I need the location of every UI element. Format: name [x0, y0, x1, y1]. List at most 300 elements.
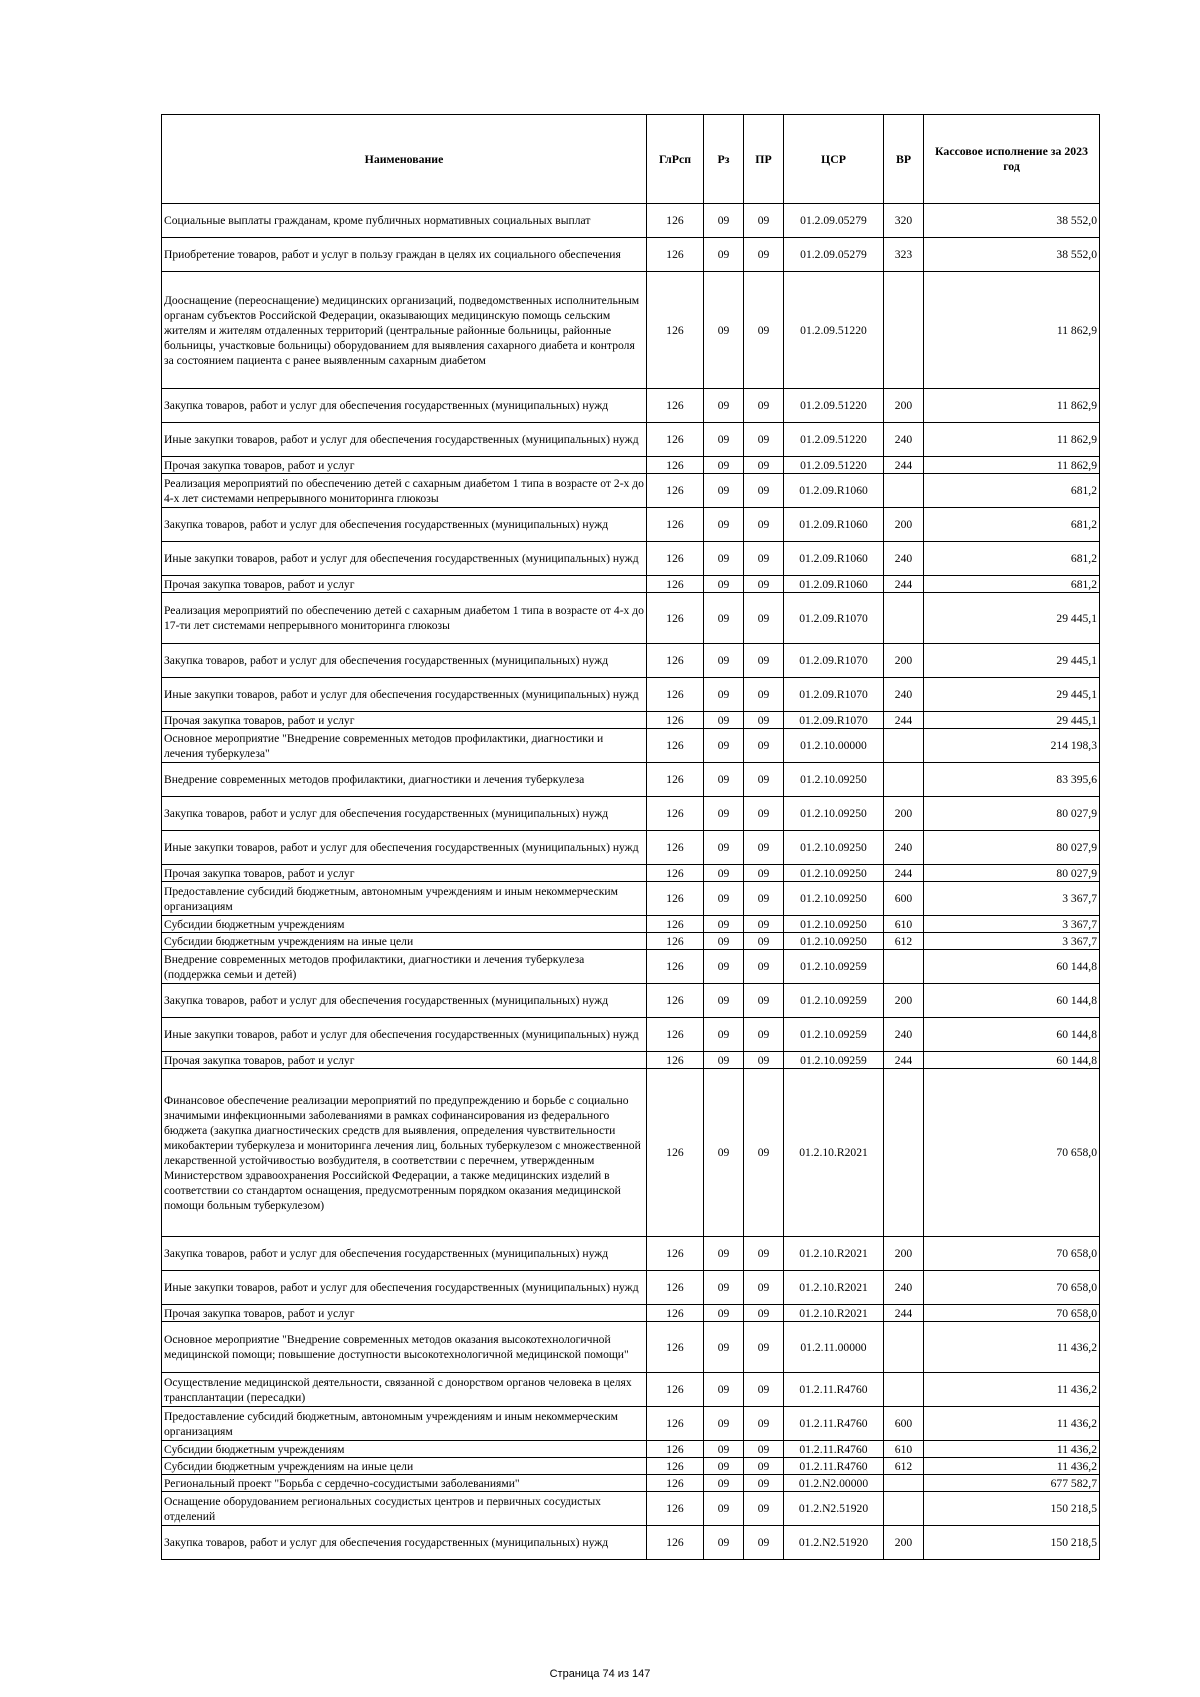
cell-vr: 612: [884, 1458, 924, 1475]
cell-vr: [884, 1492, 924, 1526]
table-row: [162, 457, 1100, 474]
cell-name: Закупка товаров, работ и услуг для обеспечения государственных (муниципальных) нужд: [162, 1526, 647, 1560]
cell-csr: 01.2.10.R2021: [784, 1237, 884, 1271]
cell-pr: 09: [744, 950, 784, 984]
cell-csr: 01.2.10.09250: [784, 831, 884, 865]
table-row: [162, 238, 1100, 272]
cell-name: Прочая закупка товаров, работ и услуг: [162, 576, 647, 593]
cell-rz: 09: [704, 474, 744, 508]
cell-pr: 09: [744, 1052, 784, 1069]
cell-rz: 09: [704, 1407, 744, 1441]
cell-amount: 60 144,8: [924, 950, 1100, 984]
cell-glrsp: 126: [647, 933, 704, 950]
table-row: [162, 763, 1100, 797]
cell-name: Основное мероприятие "Внедрение современных методов оказания высокотехнологичной медицинской помощи; повышение доступности высокотехнологичной медицинской помощи": [162, 1322, 647, 1373]
cell-amount: 70 658,0: [924, 1305, 1100, 1322]
cell-amount: 11 436,2: [924, 1373, 1100, 1407]
cell-rz: 09: [704, 1052, 744, 1069]
cell-rz: 09: [704, 797, 744, 831]
cell-vr: 600: [884, 882, 924, 916]
cell-pr: 09: [744, 1458, 784, 1475]
cell-vr: 240: [884, 423, 924, 457]
cell-name: Финансовое обеспечение реализации мероприятий по предупреждению и борьбе с социально значимыми инфекционными заболеваниями в рамках софинансирования из федерального бюджета (закупка диагностических средств для выявления, определения чувствительности микобактерии туберкулеза и мониторинга лечения лиц, больных туберкулезом с множественной лекарственной устойчивостью возбудителя, в соответствии с перечнем, утвержденным Министерством здравоохранения Российской Федерации, а также медицинских изделий в соответствии со стандартом оснащения, предусмотренным порядком оказания медицинской помощи больным туберкулезом): [162, 1069, 647, 1237]
cell-name: Иные закупки товаров, работ и услуг для обеспечения государственных (муниципальных) нужд: [162, 1271, 647, 1305]
cell-vr: 200: [884, 1526, 924, 1560]
cell-glrsp: 126: [647, 389, 704, 423]
cell-csr: 01.2.11.R4760: [784, 1441, 884, 1458]
cell-glrsp: 126: [647, 1018, 704, 1052]
cell-rz: 09: [704, 916, 744, 933]
cell-rz: 09: [704, 1237, 744, 1271]
cell-name: Реализация мероприятий по обеспечению детей с сахарным диабетом 1 типа в возрасте от 4-х до 17-ти лет системами непрерывного мониторинга глюкозы: [162, 593, 647, 644]
cell-glrsp: 126: [647, 797, 704, 831]
cell-pr: 09: [744, 1322, 784, 1373]
cell-pr: 09: [744, 831, 784, 865]
table-row: [162, 984, 1100, 1018]
cell-rz: 09: [704, 272, 744, 389]
cell-glrsp: 126: [647, 423, 704, 457]
cell-glrsp: 126: [647, 1069, 704, 1237]
cell-rz: 09: [704, 593, 744, 644]
cell-name: Основное мероприятие "Внедрение современных методов профилактики, диагностики и лечения туберкулеза": [162, 729, 647, 763]
cell-glrsp: 126: [647, 542, 704, 576]
cell-glrsp: 126: [647, 644, 704, 678]
cell-pr: 09: [744, 1441, 784, 1458]
cell-name: Иные закупки товаров, работ и услуг для обеспечения государственных (муниципальных) нужд: [162, 423, 647, 457]
cell-amount: 681,2: [924, 474, 1100, 508]
cell-csr: 01.2.09.R1060: [784, 474, 884, 508]
cell-csr: 01.2.09.R1070: [784, 593, 884, 644]
cell-glrsp: 126: [647, 865, 704, 882]
table-row: [162, 1271, 1100, 1305]
table-row: [162, 1322, 1100, 1373]
cell-csr: 01.2.09.R1070: [784, 644, 884, 678]
cell-name: Приобретение товаров, работ и услуг в пользу граждан в целях их социального обеспечения: [162, 238, 647, 272]
table-row: [162, 916, 1100, 933]
cell-vr: 610: [884, 1441, 924, 1458]
cell-name: Субсидии бюджетным учреждениям: [162, 916, 647, 933]
cell-vr: 240: [884, 542, 924, 576]
cell-pr: 09: [744, 1407, 784, 1441]
cell-vr: 200: [884, 1237, 924, 1271]
cell-vr: [884, 1475, 924, 1492]
cell-csr: 01.2.10.09250: [784, 933, 884, 950]
cell-csr: 01.2.N2.51920: [784, 1526, 884, 1560]
header-glrsp: ГлРсп: [647, 115, 704, 204]
cell-pr: 09: [744, 457, 784, 474]
cell-name: Оснащение оборудованием региональных сосудистых центров и первичных сосудистых отделений: [162, 1492, 647, 1526]
cell-glrsp: 126: [647, 238, 704, 272]
cell-rz: 09: [704, 508, 744, 542]
table-row: [162, 644, 1100, 678]
cell-amount: 214 198,3: [924, 729, 1100, 763]
cell-name: Субсидии бюджетным учреждениям на иные цели: [162, 933, 647, 950]
header-csr: ЦСР: [784, 115, 884, 204]
cell-name: Предоставление субсидий бюджетным, автономным учреждениям и иным некоммерческим организациям: [162, 882, 647, 916]
cell-glrsp: 126: [647, 593, 704, 644]
cell-pr: 09: [744, 916, 784, 933]
cell-pr: 09: [744, 933, 784, 950]
cell-csr: 01.2.10.09250: [784, 865, 884, 882]
table-row: [162, 1492, 1100, 1526]
cell-csr: 01.2.09.R1070: [784, 678, 884, 712]
cell-csr: 01.2.09.51220: [784, 457, 884, 474]
cell-rz: 09: [704, 763, 744, 797]
cell-name: Предоставление субсидий бюджетным, автономным учреждениям и иным некоммерческим организациям: [162, 1407, 647, 1441]
cell-amount: 80 027,9: [924, 865, 1100, 882]
cell-pr: 09: [744, 1475, 784, 1492]
cell-pr: 09: [744, 1271, 784, 1305]
cell-rz: 09: [704, 831, 744, 865]
cell-glrsp: 126: [647, 729, 704, 763]
cell-amount: 29 445,1: [924, 644, 1100, 678]
table-row: [162, 950, 1100, 984]
cell-csr: 01.2.10.09259: [784, 1052, 884, 1069]
table-row: [162, 797, 1100, 831]
table-row: [162, 576, 1100, 593]
cell-glrsp: 126: [647, 1475, 704, 1492]
cell-amount: 3 367,7: [924, 916, 1100, 933]
cell-csr: 01.2.10.09250: [784, 882, 884, 916]
cell-rz: 09: [704, 678, 744, 712]
cell-rz: 09: [704, 423, 744, 457]
cell-glrsp: 126: [647, 1441, 704, 1458]
cell-pr: 09: [744, 542, 784, 576]
cell-amount: 681,2: [924, 508, 1100, 542]
cell-vr: [884, 272, 924, 389]
table-row: [162, 712, 1100, 729]
cell-amount: 70 658,0: [924, 1237, 1100, 1271]
cell-glrsp: 126: [647, 984, 704, 1018]
cell-glrsp: 126: [647, 1492, 704, 1526]
cell-pr: 09: [744, 272, 784, 389]
table-row: [162, 272, 1100, 389]
cell-glrsp: 126: [647, 1237, 704, 1271]
cell-glrsp: 126: [647, 950, 704, 984]
table-row: [162, 1441, 1100, 1458]
table-row: [162, 1237, 1100, 1271]
cell-name: Иные закупки товаров, работ и услуг для обеспечения государственных (муниципальных) нужд: [162, 678, 647, 712]
cell-pr: 09: [744, 1069, 784, 1237]
cell-rz: 09: [704, 576, 744, 593]
cell-csr: 01.2.N2.00000: [784, 1475, 884, 1492]
cell-amount: 60 144,8: [924, 1018, 1100, 1052]
table-row: [162, 1373, 1100, 1407]
cell-rz: 09: [704, 1305, 744, 1322]
cell-glrsp: 126: [647, 712, 704, 729]
cell-csr: 01.2.10.R2021: [784, 1069, 884, 1237]
cell-glrsp: 126: [647, 678, 704, 712]
cell-pr: 09: [744, 1526, 784, 1560]
cell-vr: 244: [884, 457, 924, 474]
cell-name: Субсидии бюджетным учреждениям: [162, 1441, 647, 1458]
cell-rz: 09: [704, 1271, 744, 1305]
table-row: [162, 1305, 1100, 1322]
cell-vr: [884, 1069, 924, 1237]
cell-pr: 09: [744, 1492, 784, 1526]
cell-amount: 11 436,2: [924, 1407, 1100, 1441]
cell-rz: 09: [704, 389, 744, 423]
cell-name: Прочая закупка товаров, работ и услуг: [162, 1052, 647, 1069]
cell-amount: 677 582,7: [924, 1475, 1100, 1492]
cell-rz: 09: [704, 542, 744, 576]
cell-name: Прочая закупка товаров, работ и услуг: [162, 1305, 647, 1322]
header-pr: ПР: [744, 115, 784, 204]
cell-name: Региональный проект "Борьба с сердечно-сосудистыми заболеваниями": [162, 1475, 647, 1492]
cell-pr: 09: [744, 712, 784, 729]
cell-rz: 09: [704, 457, 744, 474]
table-row: [162, 1458, 1100, 1475]
cell-glrsp: 126: [647, 1373, 704, 1407]
cell-amount: 29 445,1: [924, 593, 1100, 644]
cell-name: Внедрение современных методов профилактики, диагностики и лечения туберкулеза: [162, 763, 647, 797]
cell-glrsp: 126: [647, 1305, 704, 1322]
cell-csr: 01.2.10.09250: [784, 916, 884, 933]
cell-rz: 09: [704, 1441, 744, 1458]
table-row: [162, 831, 1100, 865]
header-row: [162, 115, 1100, 204]
cell-rz: 09: [704, 1475, 744, 1492]
cell-rz: 09: [704, 1018, 744, 1052]
cell-name: Осуществление медицинской деятельности, связанной с донорством органов человека в целях трансплантации (пересадки): [162, 1373, 647, 1407]
cell-glrsp: 126: [647, 882, 704, 916]
cell-rz: 09: [704, 238, 744, 272]
table-row: [162, 204, 1100, 238]
cell-pr: 09: [744, 238, 784, 272]
cell-vr: [884, 1373, 924, 1407]
cell-glrsp: 126: [647, 204, 704, 238]
cell-pr: 09: [744, 1305, 784, 1322]
cell-csr: 01.2.09.05279: [784, 238, 884, 272]
table-row: [162, 474, 1100, 508]
table-row: [162, 729, 1100, 763]
cell-name: Закупка товаров, работ и услуг для обеспечения государственных (муниципальных) нужд: [162, 644, 647, 678]
cell-csr: 01.2.09.51220: [784, 389, 884, 423]
cell-vr: [884, 763, 924, 797]
cell-vr: 610: [884, 916, 924, 933]
cell-amount: 3 367,7: [924, 882, 1100, 916]
cell-pr: 09: [744, 1373, 784, 1407]
cell-amount: 681,2: [924, 542, 1100, 576]
cell-amount: 150 218,5: [924, 1492, 1100, 1526]
cell-rz: 09: [704, 933, 744, 950]
cell-csr: 01.2.09.R1070: [784, 712, 884, 729]
cell-vr: 244: [884, 712, 924, 729]
cell-pr: 09: [744, 423, 784, 457]
cell-glrsp: 126: [647, 576, 704, 593]
cell-csr: 01.2.11.R4760: [784, 1458, 884, 1475]
cell-csr: 01.2.09.R1060: [784, 508, 884, 542]
cell-amount: 29 445,1: [924, 712, 1100, 729]
cell-name: Закупка товаров, работ и услуг для обеспечения государственных (муниципальных) нужд: [162, 984, 647, 1018]
cell-csr: 01.2.10.09259: [784, 950, 884, 984]
cell-vr: 200: [884, 797, 924, 831]
table-row: [162, 542, 1100, 576]
cell-glrsp: 126: [647, 508, 704, 542]
cell-rz: 09: [704, 1526, 744, 1560]
cell-amount: 70 658,0: [924, 1069, 1100, 1237]
cell-pr: 09: [744, 1237, 784, 1271]
cell-pr: 09: [744, 763, 784, 797]
cell-amount: 38 552,0: [924, 204, 1100, 238]
cell-name: Реализация мероприятий по обеспечению детей с сахарным диабетом 1 типа в возрасте от 2-х до 4-х лет системами непрерывного мониторинга глюкозы: [162, 474, 647, 508]
cell-amount: 11 436,2: [924, 1441, 1100, 1458]
cell-csr: 01.2.N2.51920: [784, 1492, 884, 1526]
budget-table: [161, 114, 1100, 1560]
cell-pr: 09: [744, 729, 784, 763]
cell-glrsp: 126: [647, 1322, 704, 1373]
cell-pr: 09: [744, 576, 784, 593]
table-header: [162, 115, 1100, 204]
cell-amount: 11 436,2: [924, 1322, 1100, 1373]
cell-csr: 01.2.10.R2021: [784, 1305, 884, 1322]
cell-glrsp: 126: [647, 272, 704, 389]
cell-pr: 09: [744, 644, 784, 678]
cell-vr: 200: [884, 389, 924, 423]
header-name: Наименование: [162, 115, 647, 204]
cell-glrsp: 126: [647, 1271, 704, 1305]
cell-glrsp: 126: [647, 1407, 704, 1441]
cell-vr: [884, 729, 924, 763]
table-row: [162, 508, 1100, 542]
cell-amount: 60 144,8: [924, 984, 1100, 1018]
cell-pr: 09: [744, 984, 784, 1018]
cell-vr: 244: [884, 1305, 924, 1322]
cell-amount: 150 218,5: [924, 1526, 1100, 1560]
cell-amount: 80 027,9: [924, 831, 1100, 865]
cell-name: Иные закупки товаров, работ и услуг для обеспечения государственных (муниципальных) нужд: [162, 831, 647, 865]
cell-vr: 244: [884, 576, 924, 593]
cell-name: Дооснащение (переоснащение) медицинских организаций, подведомственных исполнительным органам субъектов Российской Федерации, оказывающих медицинскую помощь сельским жителям и жителям отдаленных территорий (центральные районные больницы, районные больницы, участковые больницы) оборудованием для выявления сахарного диабета и контроля за состоянием пациента с ранее выявленным сахарным диабетом: [162, 272, 647, 389]
cell-rz: 09: [704, 1492, 744, 1526]
cell-name: Социальные выплаты гражданам, кроме публичных нормативных социальных выплат: [162, 204, 647, 238]
cell-amount: 60 144,8: [924, 1052, 1100, 1069]
cell-name: Закупка товаров, работ и услуг для обеспечения государственных (муниципальных) нужд: [162, 508, 647, 542]
cell-name: Закупка товаров, работ и услуг для обеспечения государственных (муниципальных) нужд: [162, 1237, 647, 1271]
table-row: [162, 1052, 1100, 1069]
cell-name: Закупка товаров, работ и услуг для обеспечения государственных (муниципальных) нужд: [162, 797, 647, 831]
cell-vr: 323: [884, 238, 924, 272]
table-row: [162, 1018, 1100, 1052]
table-row: [162, 593, 1100, 644]
cell-amount: 11 862,9: [924, 389, 1100, 423]
cell-pr: 09: [744, 797, 784, 831]
cell-csr: 01.2.10.09250: [784, 797, 884, 831]
cell-vr: 612: [884, 933, 924, 950]
cell-amount: 38 552,0: [924, 238, 1100, 272]
cell-glrsp: 126: [647, 1052, 704, 1069]
cell-pr: 09: [744, 678, 784, 712]
cell-amount: 11 862,9: [924, 272, 1100, 389]
cell-vr: 240: [884, 1018, 924, 1052]
cell-pr: 09: [744, 389, 784, 423]
cell-csr: 01.2.10.09250: [784, 763, 884, 797]
cell-pr: 09: [744, 865, 784, 882]
cell-rz: 09: [704, 644, 744, 678]
cell-name: Иные закупки товаров, работ и услуг для обеспечения государственных (муниципальных) нужд: [162, 542, 647, 576]
cell-glrsp: 126: [647, 763, 704, 797]
cell-rz: 09: [704, 882, 744, 916]
cell-csr: 01.2.09.51220: [784, 272, 884, 389]
cell-name: Прочая закупка товаров, работ и услуг: [162, 712, 647, 729]
cell-rz: 09: [704, 950, 744, 984]
cell-rz: 09: [704, 865, 744, 882]
cell-vr: 240: [884, 678, 924, 712]
cell-vr: [884, 1322, 924, 1373]
cell-csr: 01.2.10.00000: [784, 729, 884, 763]
cell-rz: 09: [704, 204, 744, 238]
cell-glrsp: 126: [647, 916, 704, 933]
cell-glrsp: 126: [647, 457, 704, 474]
cell-vr: [884, 950, 924, 984]
page-number: Страница 74 из 147: [549, 1668, 651, 1680]
table-row: [162, 1069, 1100, 1237]
cell-rz: 09: [704, 1322, 744, 1373]
cell-vr: 240: [884, 1271, 924, 1305]
cell-name: Прочая закупка товаров, работ и услуг: [162, 457, 647, 474]
cell-pr: 09: [744, 1018, 784, 1052]
table-row: [162, 1526, 1100, 1560]
cell-vr: 240: [884, 831, 924, 865]
cell-vr: 244: [884, 865, 924, 882]
cell-amount: 681,2: [924, 576, 1100, 593]
cell-csr: 01.2.10.R2021: [784, 1271, 884, 1305]
header-vr: ВР: [884, 115, 924, 204]
cell-rz: 09: [704, 1069, 744, 1237]
header-rz: Рз: [704, 115, 744, 204]
table-row: [162, 1475, 1100, 1492]
cell-vr: 600: [884, 1407, 924, 1441]
cell-rz: 09: [704, 1373, 744, 1407]
cell-rz: 09: [704, 1458, 744, 1475]
cell-csr: 01.2.09.51220: [784, 423, 884, 457]
cell-name: Прочая закупка товаров, работ и услуг: [162, 865, 647, 882]
cell-amount: 70 658,0: [924, 1271, 1100, 1305]
cell-vr: [884, 474, 924, 508]
table-row: [162, 882, 1100, 916]
cell-csr: 01.2.11.R4760: [784, 1373, 884, 1407]
table-row: [162, 678, 1100, 712]
cell-vr: 200: [884, 984, 924, 1018]
cell-vr: 320: [884, 204, 924, 238]
cell-csr: 01.2.11.R4760: [784, 1407, 884, 1441]
cell-glrsp: 126: [647, 1458, 704, 1475]
cell-csr: 01.2.10.09259: [784, 1018, 884, 1052]
cell-pr: 09: [744, 474, 784, 508]
cell-rz: 09: [704, 984, 744, 1018]
cell-csr: 01.2.10.09259: [784, 984, 884, 1018]
cell-name: Закупка товаров, работ и услуг для обеспечения государственных (муниципальных) нужд: [162, 389, 647, 423]
cell-name: Внедрение современных методов профилактики, диагностики и лечения туберкулеза (поддержка семьи и детей): [162, 950, 647, 984]
cell-amount: 80 027,9: [924, 797, 1100, 831]
table-row: [162, 423, 1100, 457]
cell-vr: 200: [884, 644, 924, 678]
table-row: [162, 1407, 1100, 1441]
cell-csr: 01.2.11.00000: [784, 1322, 884, 1373]
cell-amount: 29 445,1: [924, 678, 1100, 712]
table-body: [162, 204, 1100, 1560]
table-row: [162, 389, 1100, 423]
cell-name: Субсидии бюджетным учреждениям на иные цели: [162, 1458, 647, 1475]
cell-glrsp: 126: [647, 474, 704, 508]
cell-csr: 01.2.09.R1060: [784, 576, 884, 593]
table-row: [162, 865, 1100, 882]
cell-vr: 244: [884, 1052, 924, 1069]
cell-amount: 11 862,9: [924, 457, 1100, 474]
header-amount: Кассовое исполнение за 2023 год: [924, 115, 1100, 204]
cell-amount: 83 395,6: [924, 763, 1100, 797]
cell-amount: 11 436,2: [924, 1458, 1100, 1475]
